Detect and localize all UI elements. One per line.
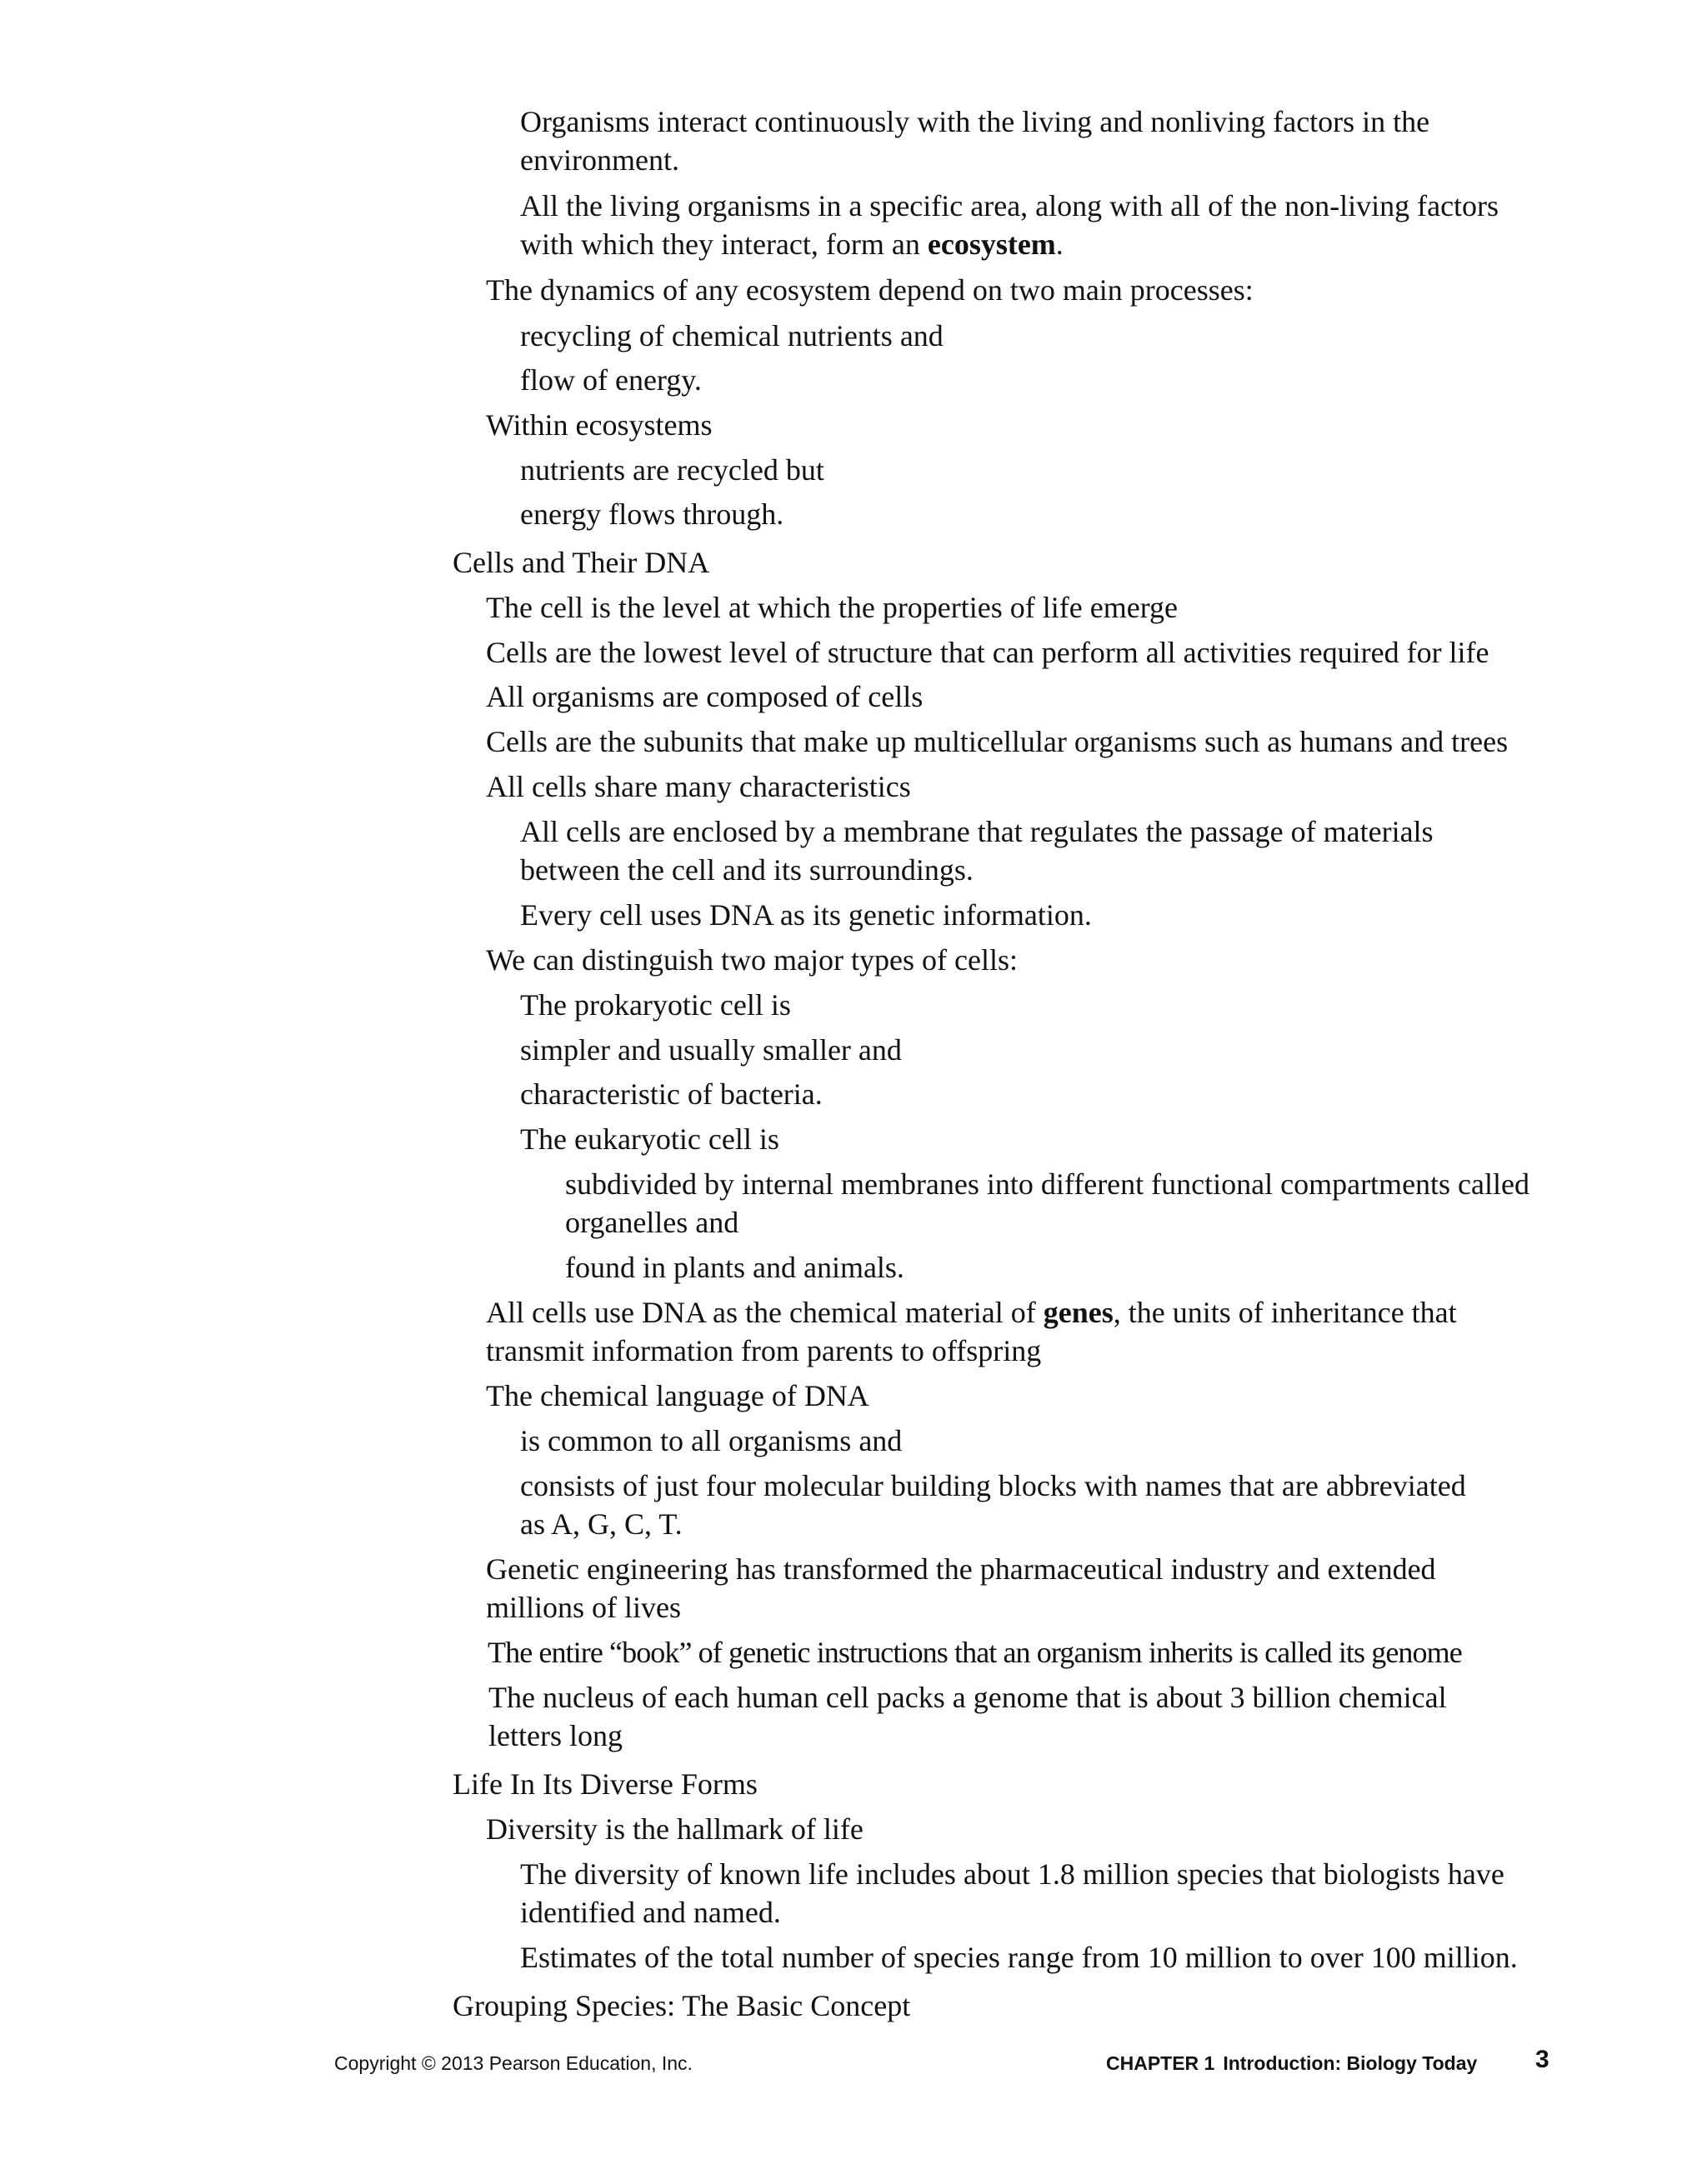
- outline-text: consists of just four molecular building blocks with names that are abbreviated: [520, 1469, 1466, 1502]
- outline-text: All cells are enclosed by a membrane that regulates the passage of materials: [520, 815, 1434, 848]
- outline-text: [486, 1293, 1457, 1332]
- footer-copyright: Copyright © 2013 Pearson Education, Inc.: [334, 2052, 693, 2074]
- outline-text: We can distinguish two major types of cells:: [486, 943, 1018, 977]
- outline-text: is common to all organisms and: [520, 1424, 903, 1457]
- key-term: ecosystem: [927, 227, 1056, 261]
- outline-text: Within ecosystems: [486, 408, 713, 442]
- outline-text: All organisms are composed of cells: [486, 680, 924, 713]
- outline-text: Genetic engineering has transformed the pharmaceutical industry and extended: [486, 1552, 1436, 1586]
- outline-text: organelles and: [565, 1206, 739, 1239]
- outline-text: flow of energy.: [520, 363, 702, 397]
- outline-text: Estimates of the total number of species range from 10 million to over 100 million.: [520, 1941, 1518, 1974]
- outline-text: nutrients are recycled but: [520, 453, 824, 487]
- outline-text: All the living organisms in a specific area, along with all of the non-living factors: [520, 189, 1499, 222]
- outline-text: Cells are the subunits that make up multicellular organisms such as humans and trees: [486, 725, 1509, 758]
- outline-text: Cells are the lowest level of structure that can perform all activities required for life: [486, 636, 1489, 669]
- outline-text: The eukaryotic cell is: [520, 1122, 779, 1156]
- outline-text: subdivided by internal membranes into different functional compartments called: [565, 1167, 1529, 1201]
- footer-chapter-label: [1106, 2052, 1477, 2075]
- text-segment: .: [1055, 227, 1064, 261]
- text-segment: All cells use DNA as the chemical material of: [486, 1296, 1044, 1329]
- outline-text: environment.: [520, 143, 679, 177]
- key-term: genes: [1043, 1296, 1114, 1329]
- outline-text: The dynamics of any ecosystem depend on two main processes:: [486, 273, 1254, 307]
- outline-text: transmit information from parents to offspring: [486, 1334, 1042, 1367]
- outline-text: Cells and Their DNA: [453, 546, 710, 579]
- text-segment: , the units of inheritance that: [1113, 1296, 1457, 1329]
- outline-text: identified and named.: [520, 1896, 781, 1929]
- outline-text: as A, G, C, T.: [520, 1507, 683, 1541]
- outline-text: Grouping Species: The Basic Concept: [453, 1989, 911, 2022]
- text-segment: with which they interact, form an: [520, 227, 928, 261]
- outline-text: The cell is the level at which the properties of life emerge: [486, 591, 1179, 624]
- outline-text: simpler and usually smaller and: [520, 1033, 902, 1067]
- outline-text: found in plants and animals.: [565, 1251, 904, 1284]
- outline-text: Diversity is the hallmark of life: [486, 1812, 864, 1846]
- outline-text: recycling of chemical nutrients and: [520, 319, 944, 352]
- outline-text: Organisms interact continuously with the living and nonliving factors in the: [520, 105, 1430, 138]
- outline-text: All cells share many characteristics: [486, 770, 911, 803]
- outline-text: energy flows through.: [520, 497, 784, 531]
- footer-chapter-title: Introduction: Biology Today: [1223, 2052, 1478, 2074]
- outline-text: Every cell uses DNA as its genetic information.: [520, 898, 1092, 932]
- outline-text: The chemical language of DNA: [486, 1379, 869, 1412]
- footer-chapter: CHAPTER 1: [1106, 2052, 1215, 2074]
- outline-text: millions of lives: [486, 1591, 681, 1624]
- outline-text: between the cell and its surroundings.: [520, 853, 974, 887]
- outline-text: letters long: [488, 1719, 623, 1752]
- page-number: 3: [1535, 2046, 1549, 2073]
- outline-text: The nucleus of each human cell packs a genome that is about 3 billion chemical: [488, 1681, 1447, 1714]
- outline-text: The diversity of known life includes about 1.8 million species that biologists have: [520, 1857, 1504, 1891]
- outline-text: [520, 225, 1064, 263]
- outline-text: The prokaryotic cell is: [520, 988, 791, 1022]
- outline-text: The entire “book” of genetic instructions that an organism inherits is called its genome: [488, 1636, 1462, 1669]
- outline-text: Life In Its Diverse Forms: [453, 1767, 758, 1801]
- outline-text: characteristic of bacteria.: [520, 1077, 823, 1111]
